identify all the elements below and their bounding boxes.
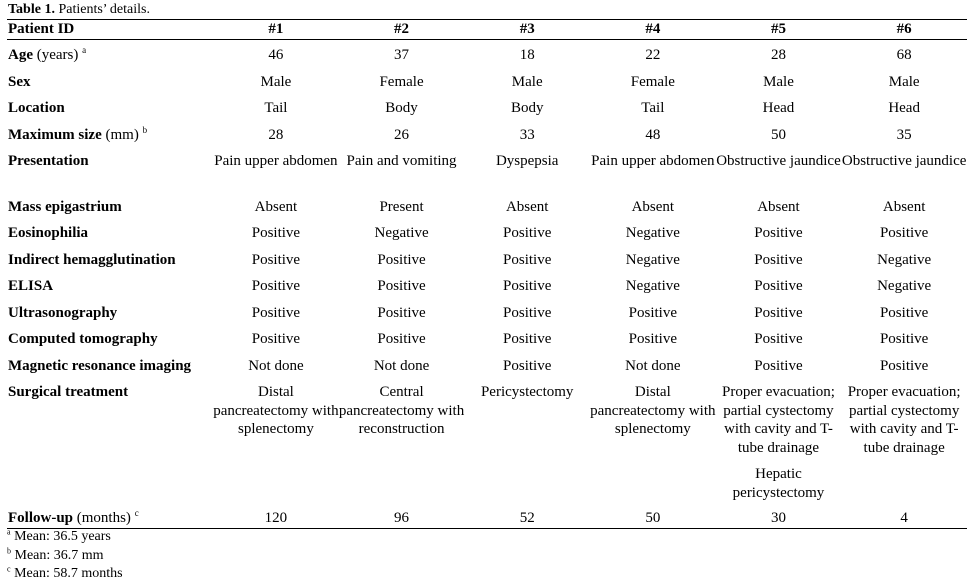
cell-value: Head — [762, 100, 795, 116]
cell-value: Distal pancreatectomy with splenectomy — [213, 384, 339, 437]
footnote-a: $^a$ Mean: 36.5 years — [7, 527, 111, 544]
table-row — [7, 126, 967, 153]
cell-value: Positive — [251, 331, 301, 347]
cell-value: Positive — [251, 278, 301, 294]
cell-value: 28 — [268, 126, 284, 143]
cell-value: Female — [379, 73, 424, 90]
cell-value — [339, 465, 465, 509]
table-header-row — [7, 20, 967, 40]
cell-value: Positive — [251, 251, 301, 268]
cell-value: Head — [888, 100, 920, 116]
cell-value: 30 — [716, 509, 842, 529]
row-label: Indirect hemagglutination — [8, 251, 176, 268]
header-patient: #4 — [590, 20, 716, 40]
cell-value: Central pancreatectomy with reconstruction — [338, 384, 465, 437]
cell-value: Positive — [251, 304, 301, 321]
table-caption — [8, 1, 150, 19]
cell-value: Positive — [377, 251, 426, 268]
footnote-c: $^c$ Mean: 58.7 months — [7, 564, 123, 581]
cell-value: Positive — [754, 278, 803, 294]
cell-value: Negative — [374, 225, 429, 241]
cell-value: Male — [260, 73, 292, 90]
cell-value: 28 — [770, 47, 786, 63]
caption-text: Patients’ details. — [58, 2, 150, 17]
cell-value: Positive — [879, 357, 929, 374]
cell-value: Positive — [628, 331, 677, 347]
cell-value: Pain upper abdomen — [214, 153, 338, 169]
cell-value: Obstructive jaundice — [841, 153, 967, 169]
cell-value — [841, 465, 967, 509]
table-row — [7, 152, 967, 198]
cell-value: 35 — [896, 126, 912, 143]
cell-value: 96 — [339, 509, 465, 529]
table-row — [7, 304, 967, 331]
cell-value — [213, 465, 339, 509]
cell-value: Positive — [754, 304, 803, 321]
cell-value: Positive — [754, 225, 803, 241]
cell-value: Positive — [879, 304, 929, 321]
cell-value: Tail — [641, 100, 665, 116]
cell-value: Absent — [757, 198, 800, 215]
table-row — [7, 357, 967, 384]
table-row — [7, 509, 967, 529]
cell-value: Negative — [625, 251, 680, 268]
cell-value: Not done — [248, 357, 304, 374]
cell-value: Male — [888, 73, 920, 90]
cell-value: Positive — [377, 331, 426, 347]
cell-value: Positive — [503, 225, 552, 241]
patients-table — [7, 19, 967, 529]
row-label: Sex — [8, 73, 31, 90]
cell-value: Pain and vomiting — [346, 153, 457, 169]
cell-value: Dyspepsia — [495, 153, 559, 169]
cell-value: Obstructive jaundice — [716, 153, 841, 169]
cell-value: Negative — [625, 278, 680, 294]
cell-value: 50 — [590, 509, 716, 529]
header-patient: #3 — [464, 20, 590, 40]
cell-value: Absent — [254, 198, 298, 215]
cell-value — [464, 465, 590, 509]
cell-value: Not done — [625, 357, 681, 374]
row-label: Magnetic resonance imaging — [8, 357, 192, 374]
row-label: Ultrasonography — [8, 304, 118, 321]
cell-value: Positive — [754, 251, 803, 268]
cell-value: Body — [510, 100, 544, 116]
cell-value: Tail — [264, 100, 288, 116]
cell-value: Positive — [628, 304, 677, 321]
cell-value: Absent — [882, 198, 926, 215]
row-label: ELISA — [8, 278, 54, 294]
row-label: Computed tomography — [8, 331, 158, 347]
cell-value: 37 — [394, 47, 410, 63]
caption-label: Table 1. — [8, 2, 55, 17]
table-body — [7, 40, 967, 529]
cell-value: 68 — [896, 47, 912, 63]
footnotes — [7, 528, 123, 584]
cell-value: Positive — [503, 357, 552, 374]
cell-value: Absent — [631, 198, 675, 215]
cell-value: 120 — [213, 509, 339, 529]
header-patient: #2 — [339, 20, 465, 40]
row-label: Follow-up (months) $^c$ — [7, 509, 213, 529]
cell-value: Distal pancreatectomy with splenectomy — [590, 384, 716, 437]
header-patient-id: Patient ID — [7, 20, 213, 40]
cell-value: Positive — [879, 225, 929, 241]
table-row — [7, 465, 967, 509]
cell-value: Not done — [373, 357, 430, 374]
table-row — [7, 277, 967, 304]
cell-value: 52 — [464, 509, 590, 529]
footnote-b: $^b$ Mean: 36.7 mm — [7, 545, 104, 563]
cell-value: Female — [630, 73, 675, 90]
row-label: Maximum size (mm) $^b$ — [8, 124, 148, 143]
cell-value: Proper evacuation; partial cystectomy with cavity and T-tube drainage — [847, 384, 961, 456]
row-label: Surgical treatment — [8, 384, 129, 400]
cell-value: Proper evacuation; partial cystectomy with cavity and T-tube drainage — [722, 384, 835, 456]
cell-value: 18 — [519, 47, 535, 63]
cell-value — [590, 465, 716, 509]
row-label — [7, 465, 213, 509]
header-patient: #5 — [716, 20, 842, 40]
cell-value: Positive — [377, 278, 426, 294]
header-patient: #1 — [213, 20, 339, 40]
row-label: Mass epigastrium — [8, 198, 122, 215]
cell-value: 50 — [770, 126, 786, 143]
cell-value: Negative — [877, 278, 932, 294]
cell-value: Positive — [879, 331, 929, 347]
cell-value: Positive — [503, 278, 552, 294]
cell-value: Positive — [251, 225, 301, 241]
cell-value: Positive — [503, 304, 552, 321]
cell-value: 22 — [645, 47, 661, 63]
cell-value: Absent — [505, 198, 549, 215]
table-row — [7, 251, 967, 278]
table-row — [7, 198, 967, 225]
cell-value: Positive — [503, 331, 552, 347]
row-label: Location — [8, 100, 65, 116]
table-row — [7, 224, 967, 251]
cell-value: Male — [511, 73, 543, 90]
cell-value: Negative — [625, 225, 680, 241]
cell-value: Pericystectomy — [480, 384, 574, 400]
cell-value: Positive — [754, 357, 803, 374]
cell-value: Positive — [754, 331, 803, 347]
row-label: Eosinophilia — [8, 225, 89, 241]
table-row — [7, 383, 967, 465]
cell-value: Male — [763, 73, 794, 90]
row-label: Presentation — [8, 153, 89, 169]
table-row — [7, 40, 967, 73]
table-row — [7, 73, 967, 100]
cell-value: 4 — [841, 509, 967, 529]
row-label: Age (years) $^a$ — [8, 45, 87, 63]
cell-value: 33 — [519, 126, 535, 143]
cell-value: Negative — [877, 251, 932, 268]
cell-value: 46 — [268, 47, 284, 63]
table-row — [7, 99, 967, 126]
table-row — [7, 330, 967, 357]
cell-value: Body — [385, 100, 418, 116]
cell-value: Positive — [377, 304, 426, 321]
header-patient: #6 — [841, 20, 967, 40]
cell-value: Pain upper abdomen — [591, 153, 715, 169]
cell-value: Hepatic pericystectomy — [732, 466, 825, 501]
cell-value: Present — [379, 198, 424, 215]
cell-value: 26 — [394, 126, 410, 143]
cell-value: 48 — [645, 126, 661, 143]
cell-value: Positive — [503, 251, 552, 268]
